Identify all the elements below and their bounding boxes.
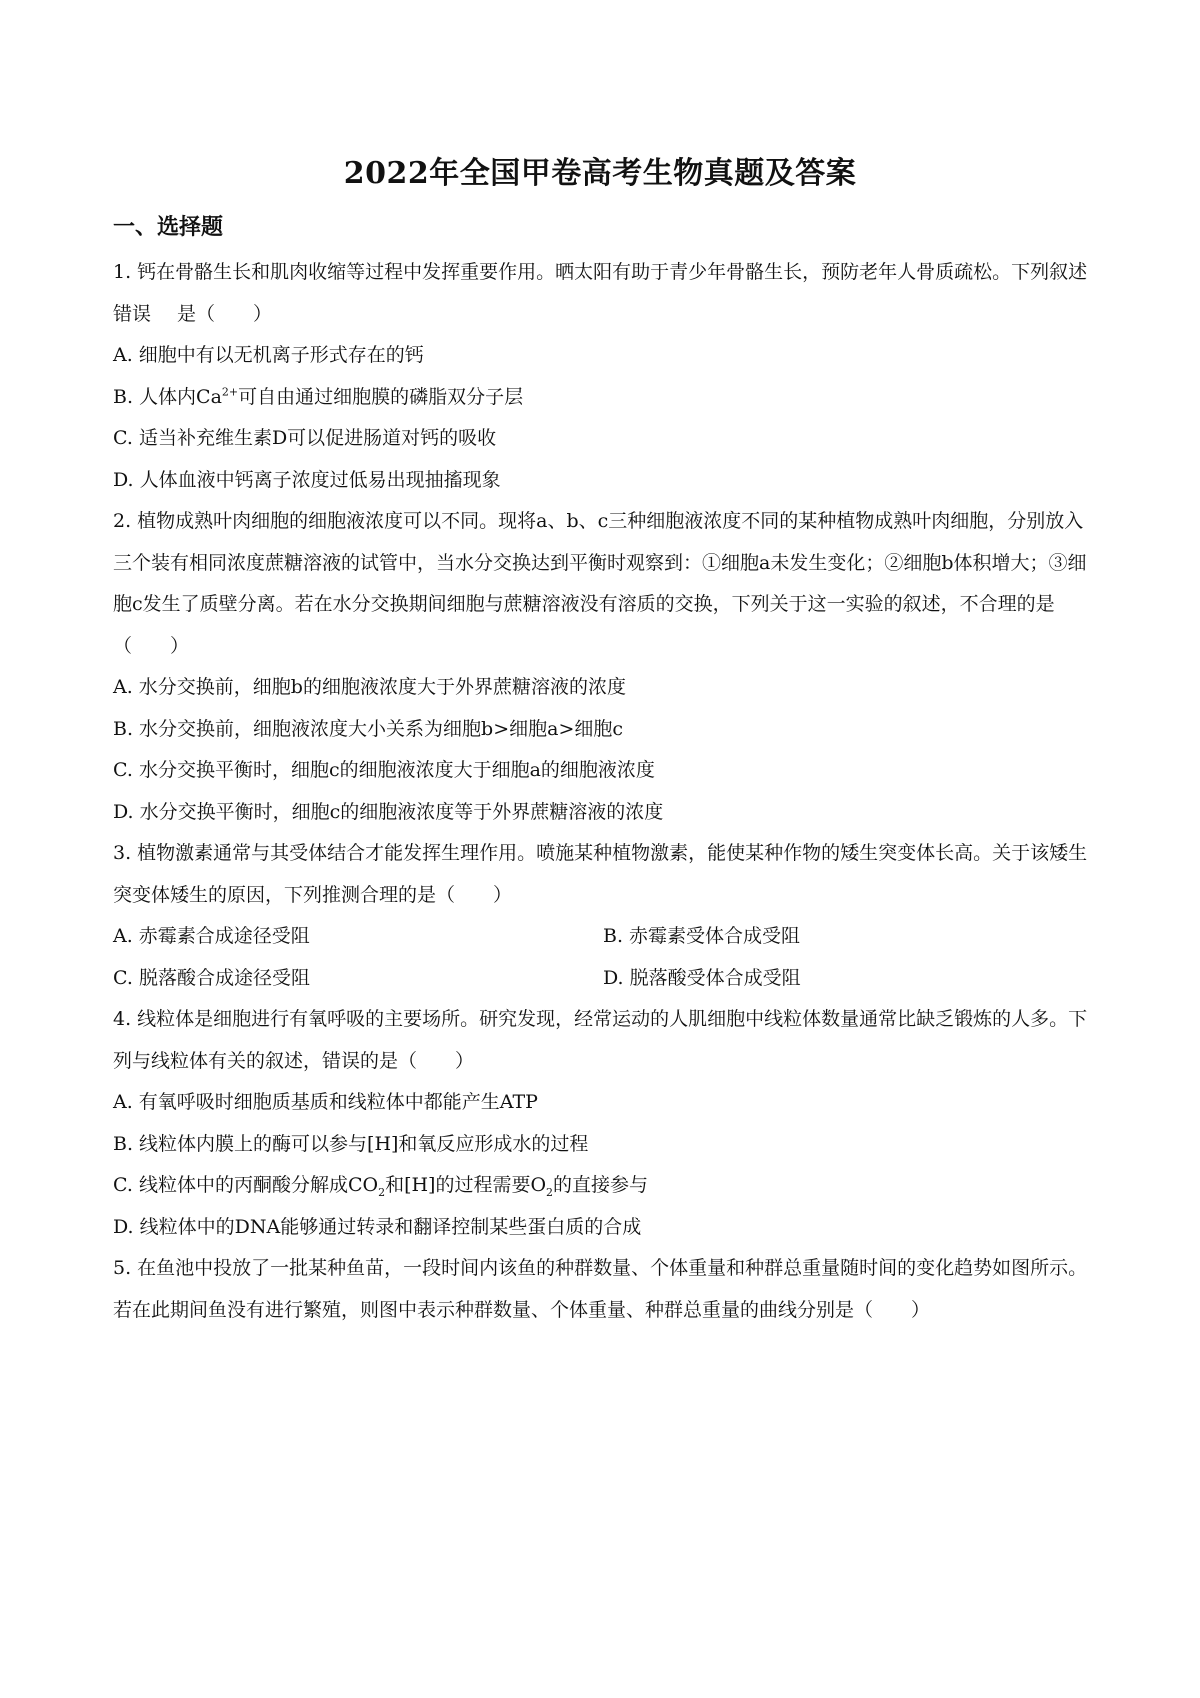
question-3-option-b: B. 赤霉素受体合成受阻 [603,925,801,947]
co2-subscript: 2 [378,1185,386,1199]
question-2-stem: 2. 植物成熟叶肉细胞的细胞液浓度可以不同。现将a、b、c三种细胞液浓度不同的某种植物成熟叶肉细胞，分别放入三个装有相同浓度蔗糖溶液的试管中，当水分交换达到平衡时观察到：①细胞a未发生变化；②细胞b体积增大；③细胞c发生了质壁分离。若在水分交换期间细胞与蔗糖溶液没有溶质的交换，下列关于这一实验的叙述，不合理的是（ ） [113,510,1087,657]
question-3-option-d: D. 脱落酸受体合成受阻 [603,966,801,989]
question-3-options-row-2 [113,958,1093,1000]
question-2-option-c: C. 水分交换平衡时，细胞c的细胞液浓度大于细胞a的细胞液浓度 [113,759,655,781]
question-4-stem: 4. 线粒体是细胞进行有氧呼吸的主要场所。研究发现，经常运动的人肌细胞中线粒体数量通常比缺乏锻炼的人多。下列与线粒体有关的叙述，错误的是（ ） [113,1008,1088,1072]
option-b-text-start: B. 人体内Ca [113,385,222,408]
question-3-option-c: C. 脱落酸合成途径受阻 [113,966,310,989]
question-1-option-d: D. 人体血液中钙离子浓度过低易出现抽搐现象 [113,468,501,491]
question-1-stem-text: 1. 钙在骨骼生长和肌肉收缩等过程中发挥重要作用。晒太阳有助于青少年骨骼生长，预防老年人骨质疏松。下列叙述错误 [113,261,1088,325]
option-b-text-end: 可自由通过细胞膜的磷脂双分子层 [238,385,524,408]
question-2-option-a: A. 水分交换前，细胞b的细胞液浓度大于外界蔗糖溶液的浓度 [113,676,626,698]
o2-subscript: 2 [546,1185,554,1199]
question-4-option-b: B. 线粒体内膜上的酶可以参与[H]和氧反应形成水的过程 [113,1132,589,1155]
question-2-option-d: D. 水分交换平衡时，细胞c的细胞液浓度等于外界蔗糖溶液的浓度 [113,800,664,823]
question-4-option-a: A. 有氧呼吸时细胞质基质和线粒体中都能产生ATP [113,1091,538,1113]
question-1-option-b [113,377,1093,419]
option-c-text-end: 的直接参与 [553,1174,649,1196]
calcium-charge-superscript: 2+ [221,385,239,399]
question-1-stem [113,252,1093,335]
question-5-stem: 5. 在鱼池中投放了一批某种鱼苗，一段时间内该鱼的种群数量、个体重量和种群总重量随时间的变化趋势如图所示。若在此期间鱼没有进行繁殖，则图中表示种群数量、个体重量、种群总重量的曲线分别是（ ） [113,1257,1088,1321]
question-3-options-row-1 [113,916,1093,958]
option-c-text-start: C. 线粒体中的丙酮酸分解成CO [113,1174,379,1196]
question-1-stem-end: 是（ ） [177,302,273,325]
page-title: 2022年全国甲卷高考生物真题及答案 [343,156,857,191]
section-heading: 一、选择题 [113,214,224,240]
questions-body [113,252,1093,1331]
question-2-option-b: B. 水分交换前，细胞液浓度大小关系为细胞b>细胞a>细胞c [113,717,624,740]
question-1-option-c: C. 适当补充维生素D可以促进肠道对钙的吸收 [113,427,497,449]
option-c-text-middle: 和[H]的过程需要O [385,1174,547,1196]
question-3-stem: 3. 植物激素通常与其受体结合才能发挥生理作用。喷施某种植物激素，能使某种作物的矮生突变体长高。关于该矮生突变体矮生的原因，下列推测合理的是（ ） [113,842,1088,906]
question-3-option-a: A. 赤霉素合成途径受阻 [113,925,310,947]
question-4-option-c [113,1165,1093,1207]
question-4-option-d: D. 线粒体中的DNA能够通过转录和翻译控制某些蛋白质的合成 [113,1215,642,1238]
question-1-option-a: A. 细胞中有以无机离子形式存在的钙 [113,344,424,366]
